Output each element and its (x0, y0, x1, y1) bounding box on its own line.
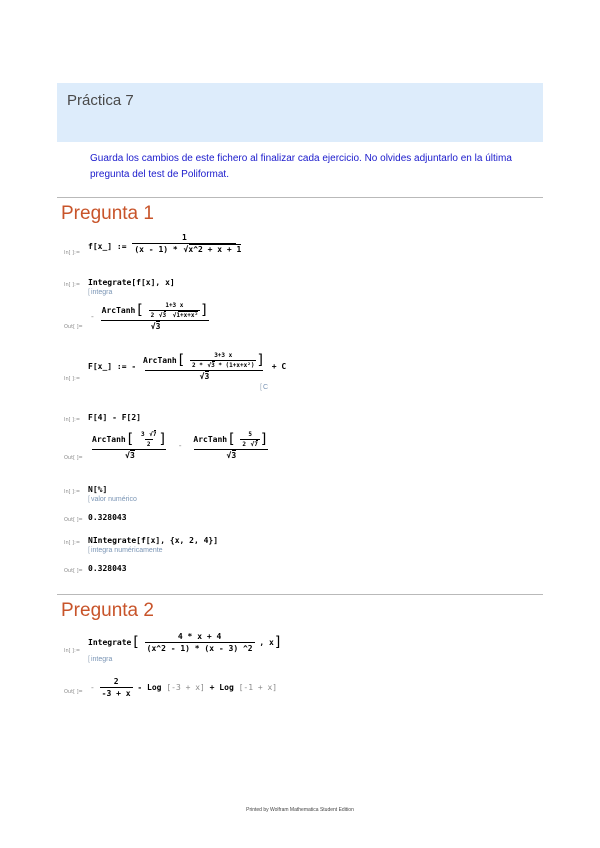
section-heading-2: Pregunta 2 (61, 600, 154, 621)
F-fn: ArcTanh (143, 356, 177, 365)
in-label: In[ ]:= (64, 648, 81, 654)
out1-den-b: √ 3 (164, 311, 166, 319)
out2-b-fn: ArcTanh (193, 435, 228, 444)
def-denominator (132, 243, 242, 254)
out1-den-c: √ 1+x+x² (178, 311, 198, 319)
out-label: Out[ ]= (64, 517, 83, 523)
q2-out-fraction (100, 677, 133, 698)
output-cell-4: 0.328043 (88, 564, 127, 573)
out2-a-inner-num (139, 431, 159, 439)
in-label: In[ ]:= (64, 540, 81, 546)
F-inner-fraction (190, 352, 256, 369)
out2-a-num: 3 (140, 431, 145, 438)
out-label: Out[ ]= (64, 568, 83, 574)
q2-out-log1-arg: [-3 + x] (166, 683, 205, 692)
F-lhs: F[x_] := - (88, 362, 137, 371)
q2-out-log2: + Log (209, 683, 234, 692)
instructions-text: Guarda los cambios de este fichero al finalizar cada ejercicio. No olvides adjuntarlo en la última pregunta del test de Poliformat. (90, 153, 512, 180)
out2-a-den: √ 3 (130, 450, 135, 460)
output-cell-2 (90, 431, 270, 460)
out1-inner-den (149, 310, 200, 319)
out-label: Out[ ]= (64, 689, 83, 695)
F-inner-num: 3+3 x (214, 352, 233, 359)
q2-numerator: 4 * x + 4 (177, 632, 222, 641)
in-label: In[ ]:= (64, 417, 81, 423)
out1-inner-fraction (149, 302, 200, 319)
F-inner-den (190, 360, 256, 369)
q2-out-num: 2 (113, 677, 119, 686)
F-plus-c: + C (271, 362, 287, 371)
F-denominator (145, 370, 263, 381)
out1-inner-num: 1+3 x (165, 302, 184, 309)
def-numerator: 1 (181, 233, 187, 242)
out2-minus: - (177, 441, 183, 450)
output-cell-1 (90, 302, 211, 331)
autocomplete-hint[interactable]: [ integra (88, 289, 112, 296)
q2-fn: Integrate (88, 638, 132, 647)
out1-fraction (100, 302, 211, 331)
input-cell-nintegrate[interactable]: NIntegrate[f[x], {x, 2, 4}] (88, 536, 219, 545)
def-den-sqrt: √ x^2 + x + 1 (189, 244, 242, 254)
out2-b-denominator (194, 449, 268, 460)
out2-b-inner-den (240, 439, 260, 448)
out2-a-numerator: ArcTanh[ $\frac{3 √ 7}{2}$ ] (90, 431, 169, 449)
out2-a-fn: ArcTanh (92, 435, 126, 444)
autocomplete-hint[interactable]: [ integra numéricamente (88, 547, 163, 554)
in-label: In[ ]:= (64, 489, 81, 495)
out2-frac-b (191, 431, 270, 460)
out2-a-denominator (92, 449, 166, 460)
autocomplete-hint[interactable]: [ integra (88, 656, 112, 663)
out1-fn: ArcTanh (101, 306, 136, 315)
q2-fraction (145, 632, 255, 653)
out1-numerator: ArcTanh[ $\frac{1+3 x}{\text{2 √ 3 √ 1+x+x²}}$ ] (100, 302, 211, 320)
q2-tail: , x (259, 638, 274, 647)
F-den-a: 2 * (191, 362, 203, 369)
out2-b-num: 5 (248, 431, 252, 438)
def-fraction (131, 233, 242, 254)
input-cell-integrate[interactable]: Integrate[f[x], x] (88, 278, 175, 287)
out2-b-numerator: ArcTanh[ $\frac{5}{2 √ 7}$ ] (191, 431, 270, 449)
input-cell-q2[interactable]: Integrate[ $\frac{4 * x + 4}{(x\^{}2 - 1) * (x - 3) \^{}2}$ , x] (88, 632, 283, 653)
output-cell-q2 (90, 677, 277, 698)
q2-out-log2-arg: [-1 + x] (238, 683, 278, 692)
section-heading-1: Pregunta 1 (61, 203, 154, 224)
autocomplete-hint[interactable]: [ valor numérico (88, 496, 137, 503)
out2-b-den-a: 2 (242, 441, 247, 448)
out-label: Out[ ]= (64, 324, 83, 330)
F-den: √ 3 (205, 371, 210, 381)
out2-frac-a (90, 431, 169, 460)
autocomplete-hint[interactable]: [ C (260, 384, 268, 391)
q2-out-den: -3 + x (101, 689, 131, 698)
F-den-b: √ 3 (212, 361, 214, 369)
input-cell-def[interactable] (88, 233, 242, 254)
print-footer: Printed by Wolfram Mathematica Student Edition (246, 807, 354, 813)
out-label: Out[ ]= (64, 455, 83, 461)
out1-den: √ 3 (156, 321, 161, 331)
q2-out-minus: - (90, 683, 95, 692)
divider (57, 594, 543, 595)
out2-a-inner-den: 2 (146, 441, 151, 448)
q2-out-log1: - Log (137, 683, 162, 692)
out1-denominator (101, 320, 209, 331)
in-label: In[ ]:= (64, 250, 81, 256)
q2-denominator: (x^2 - 1) * (x - 3) ^2 (146, 644, 253, 653)
input-cell-diff[interactable]: F[4] - F[2] (88, 413, 141, 422)
out1-minus: - (90, 312, 95, 321)
def-den-a: (x - 1) * (134, 245, 178, 254)
out2-b-den: √ 3 (232, 450, 237, 460)
in-label: In[ ]:= (64, 282, 81, 288)
divider (57, 197, 543, 198)
out2-b-inner (240, 431, 260, 448)
input-cell-F[interactable] (88, 352, 286, 381)
out2-a-inner (139, 431, 159, 448)
out2-b-den-b: √ 7 (256, 440, 258, 448)
in-label: In[ ]:= (64, 376, 81, 382)
F-fraction (141, 352, 267, 381)
out1-den-a: 2 (150, 312, 155, 319)
input-cell-N[interactable]: N[%] (88, 485, 108, 494)
F-den-c: * (1+x+x²) (218, 362, 255, 369)
def-lhs: f[x_] := (88, 242, 127, 251)
page-title: Práctica 7 (67, 92, 134, 109)
out2-a-sqrt: √ 7 (154, 430, 156, 438)
F-numerator: ArcTanh[ $\frac{3+3 x}{\text{2 * √ 3 * (1+x+x²)}}$ ] (141, 352, 267, 370)
output-cell-3: 0.328043 (88, 513, 127, 522)
